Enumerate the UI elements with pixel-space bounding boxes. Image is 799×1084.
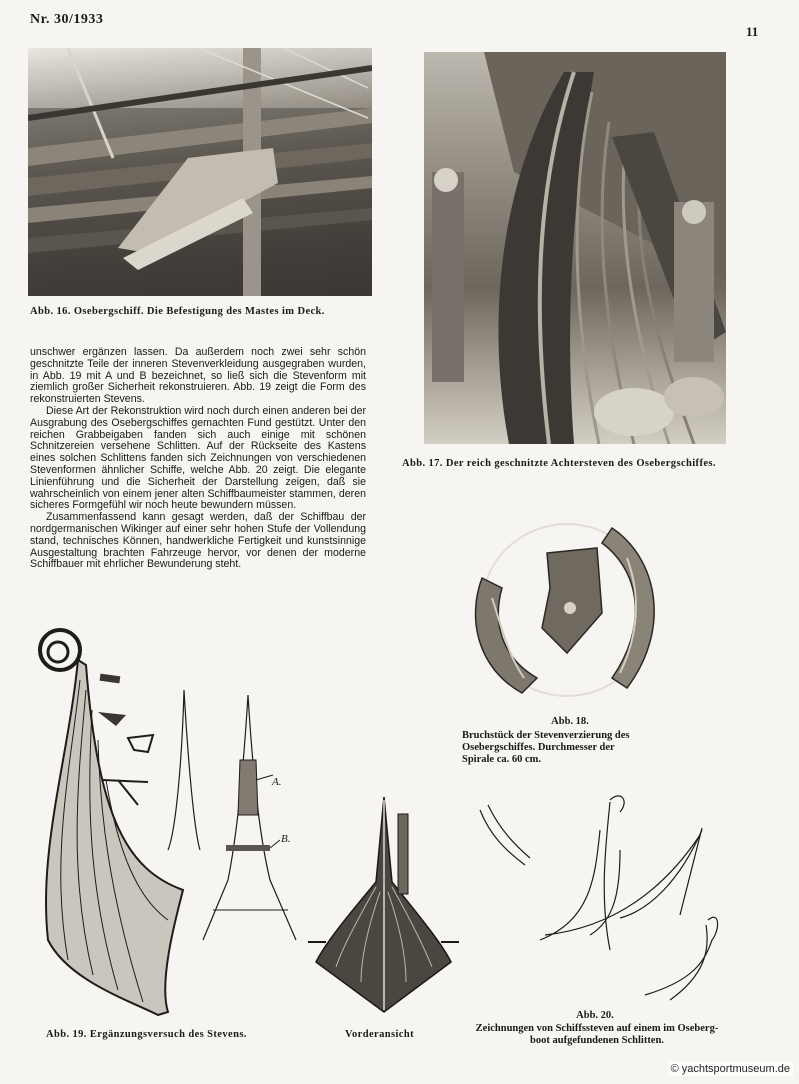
- figure-18-caption-line: Osebergschiffes. Durchmesser der: [462, 742, 615, 753]
- article-body: [30, 347, 366, 571]
- article-paragraph: unschwer ergänzen lassen. Da außerdem noch zwei sehr schön geschnitzte Teile der inneren Stevenverkleidung ausgegraben wurden, in Abb. 19 mit A und B bezeichnet, so ließ sich die Stevenform mit ziemlich großer Sicherheit rekonstruieren. Abb. 19 zeigt die Form des rekonstruierten Stevens.: [30, 346, 366, 406]
- figure-18-photo: [462, 518, 672, 703]
- issue-number: Nr. 30/1933: [30, 12, 104, 27]
- front-view-drawing: [306, 792, 461, 1017]
- figure-20-caption: [452, 1023, 742, 1047]
- figure-18-caption-line: Spirale ca. 60 cm.: [462, 754, 542, 765]
- figure-18-caption: [462, 730, 672, 766]
- figure-16-caption: Abb. 16. Osebergschiff. Die Befestigung des Mastes im Deck.: [30, 306, 325, 317]
- page-number: 11: [746, 24, 759, 39]
- article-paragraph: Zusammenfassend kann gesagt werden, daß der Schiffbau der nordgermanischen Wikinger auf einer sehr hohen Stufe der Vollendung stand, technisches Können, handwerkliche Fertigkeit und kunstsinnige Ausgestaltung brachten Fahrzeuge hervor, vor denen der moderne Schiffbauer mit ehrlicher Bewunderung steht.: [30, 511, 366, 571]
- figure-16-photo: [28, 48, 372, 296]
- figure-18-label: Abb. 18.: [551, 716, 589, 727]
- figure-20-label: Abb. 20.: [576, 1010, 614, 1021]
- figure-19-caption: Abb. 19. Ergänzungsversuch des Stevens.: [46, 1029, 247, 1040]
- figure-20-caption-line: Zeichnungen von Schiffssteven auf einem im Oseberg-: [475, 1023, 719, 1034]
- figure-20-drawing: [470, 790, 730, 1005]
- figure-19-marker-a: A.: [272, 776, 282, 788]
- figure-17-photo: [424, 52, 726, 444]
- figure-17-caption: Abb. 17. Der reich geschnitzte Achtersteven des Osebergschiffes.: [402, 458, 716, 469]
- copyright-watermark: © yachtsportmuseum.de: [668, 1062, 793, 1076]
- article-paragraph: Diese Art der Rekonstruktion wird noch durch einen anderen bei der Ausgrabung des Osebergschiffes gemachten Fund gestützt. Unter den reichen Grabbeigaben fanden sich auch einige mit schönen Schnitzereien versehene Schlitten. Auf der Rückseite des Kastens eines solchen Schlittens fanden sich Zeichnungen von verschiedenen Stevenformen ähnlicher Schiffe, welche Abb. 20 zeigt. Die elegante Linienführung und die Sicherheit der Darstellung zeigen, daß sie wahrscheinlich von einem jener alten Schiffbaumeister stammen, deren sicheres Formgefühl wir noch heute bewundern müssen.: [30, 404, 366, 512]
- figure-19-marker-b: B.: [281, 833, 291, 845]
- figure-20-caption-line: boot aufgefundenen Schlitten.: [530, 1035, 664, 1046]
- figure-19-subcaption: Vorderansicht: [345, 1029, 414, 1040]
- figure-19-drawing: [8, 620, 308, 1020]
- figure-18-caption-line: Bruchstück der Stevenverzierung des: [462, 730, 630, 741]
